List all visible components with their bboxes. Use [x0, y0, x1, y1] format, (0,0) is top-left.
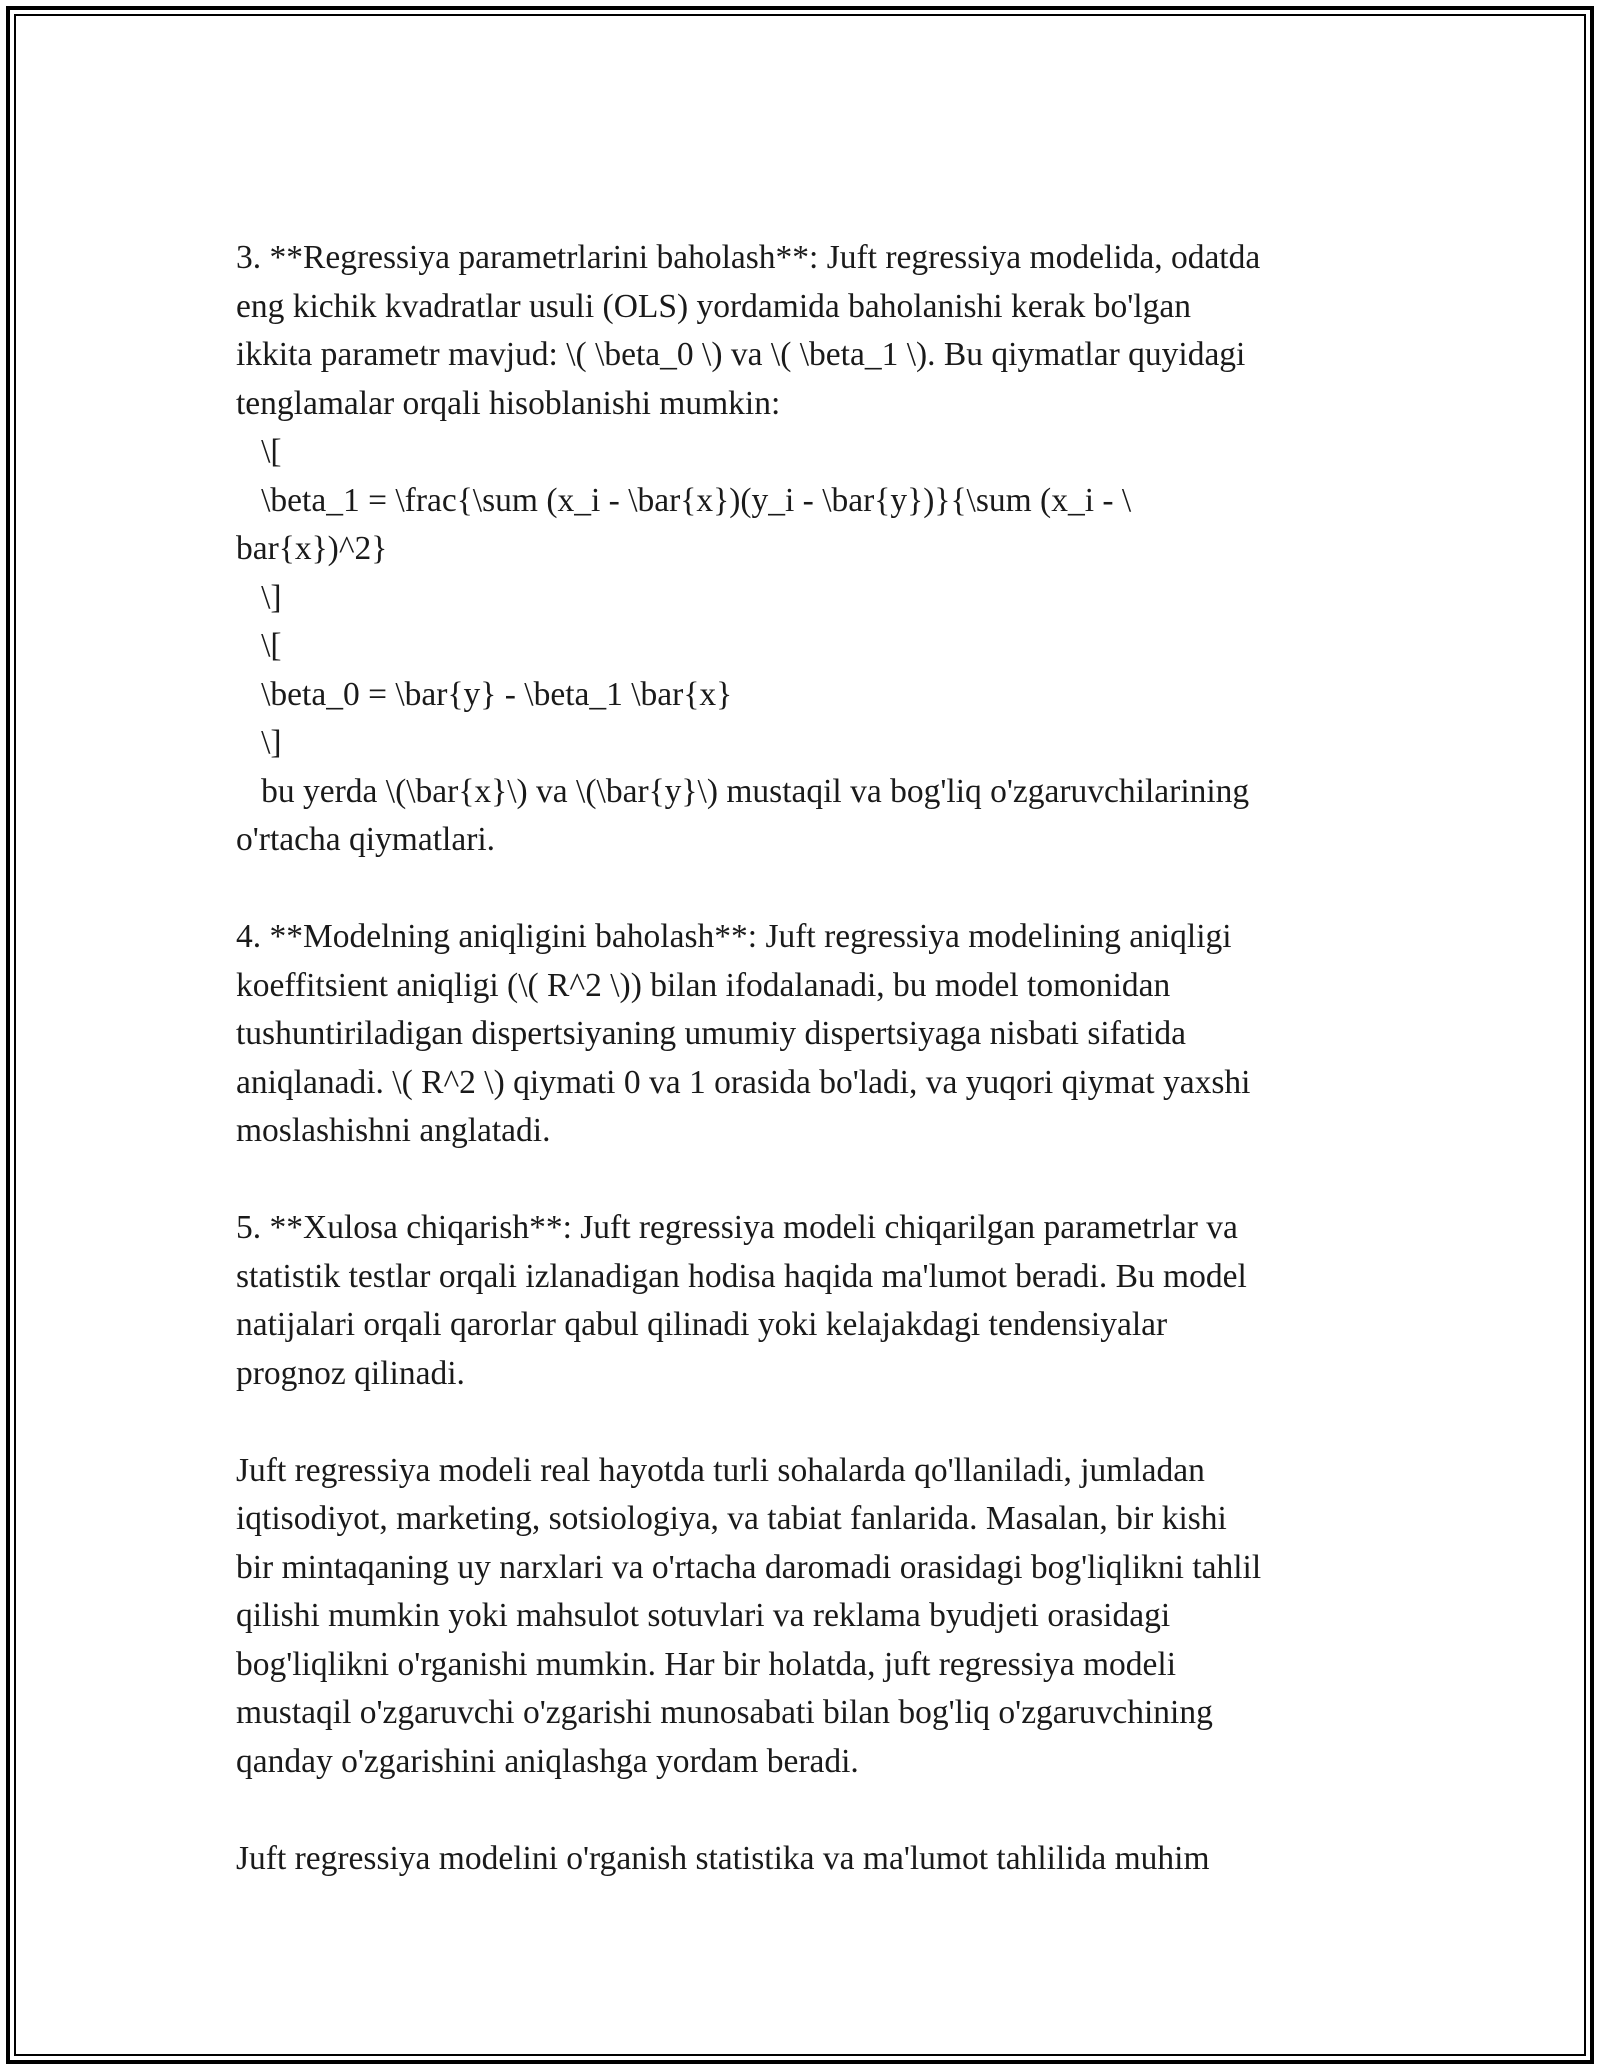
- text-line: iqtisodiyot, marketing, sotsiologiya, va tabiat fanlarida. Masalan, bir kishi: [236, 1500, 1227, 1537]
- text-line: bar{x})^2}: [236, 530, 388, 567]
- text-line: statistik testlar orqali izlanadigan hodisa haqida ma'lumot beradi. Bu model: [236, 1257, 1247, 1295]
- text-line: qilishi mumkin yoki mahsulot sotuvlari va reklama byudjeti orasidagi: [236, 1597, 1171, 1634]
- text-line: ikkita parametr mavjud: \( \beta_0 \) va \( \beta_1 \). Bu qiymatlar quyidagi: [236, 336, 1246, 373]
- text-line: \beta_0 = \bar{y} - \beta_1 \bar{x}: [236, 675, 733, 713]
- text-line: \[: [236, 627, 282, 664]
- text-line: natijalari orqali qarorlar qabul qilinadi yoki kelajakdagi tendensiyalar: [236, 1306, 1168, 1343]
- blank-line: [236, 1786, 1386, 1835]
- blank-line: [236, 1156, 1386, 1205]
- text-line: tenglamalar orqali hisoblanishi mumkin:: [236, 384, 781, 422]
- text-line: \]: [236, 724, 282, 761]
- text-line: \beta_1 = \frac{\sum (x_i - \bar{x})(y_i - \bar{y})}{\sum (x_i - \: [236, 481, 1132, 519]
- text-line: 4. **Modelning aniqligini baholash**: Juft regressiya modelining aniqligi: [236, 918, 1232, 955]
- text-line: o'rtacha qiymatlari.: [236, 821, 496, 858]
- text-line: bu yerda \(\bar{x}\) va \(\bar{y}\) mustaqil va bog'liq o'zgaruvchilarining: [236, 772, 1250, 810]
- text-line: 3. **Regressiya parametrlarini baholash**: Juft regressiya modelida, odatda: [236, 239, 1261, 276]
- text-line: eng kichik kvadratlar usuli (OLS) yordamida baholanishi kerak bo'lgan: [236, 287, 1191, 325]
- blank-line: [236, 865, 1386, 914]
- blank-line: [236, 1398, 1386, 1447]
- text-line: tushuntiriladigan dispertsiyaning umumiy dispertsiyaga nisbati sifatida: [236, 1015, 1186, 1052]
- text-line: mustaqil o'zgaruvchi o'zgarishi munosabati bilan bog'liq o'zgaruvchining: [236, 1694, 1213, 1731]
- text-line: bir mintaqaning uy narxlari va o'rtacha daromadi orasidagi bog'liqlikni tahlil: [236, 1548, 1262, 1586]
- text-line: koeffitsient aniqligi (\( R^2 \)) bilan ifodalanadi, bu model tomonidan: [236, 966, 1171, 1004]
- text-line: aniqlanadi. \( R^2 \) qiymati 0 va 1 orasida bo'ladi, va yuqori qiymat yaxshi: [236, 1063, 1251, 1101]
- text-line: \]: [236, 578, 282, 616]
- text-line: bog'liqlikni o'rganishi mumkin. Har bir holatda, juft regressiya modeli: [236, 1645, 1176, 1683]
- text-line: \[: [236, 433, 282, 470]
- text-line: 5. **Xulosa chiqarish**: Juft regressiya modeli chiqarilgan parametrlar va: [236, 1209, 1238, 1246]
- text-line: Juft regressiya modelini o'rganish statistika va ma'lumot tahlilida muhim: [236, 1839, 1210, 1877]
- text-line: qanday o'zgarishini aniqlashga yordam beradi.: [236, 1742, 859, 1780]
- text-line: Juft regressiya modeli real hayotda turli sohalarda qo'llaniladi, jumladan: [236, 1451, 1205, 1489]
- text-line: prognoz qilinadi.: [236, 1354, 465, 1392]
- document-body: [236, 234, 1386, 1883]
- text-line: moslashishni anglatadi.: [236, 1112, 551, 1149]
